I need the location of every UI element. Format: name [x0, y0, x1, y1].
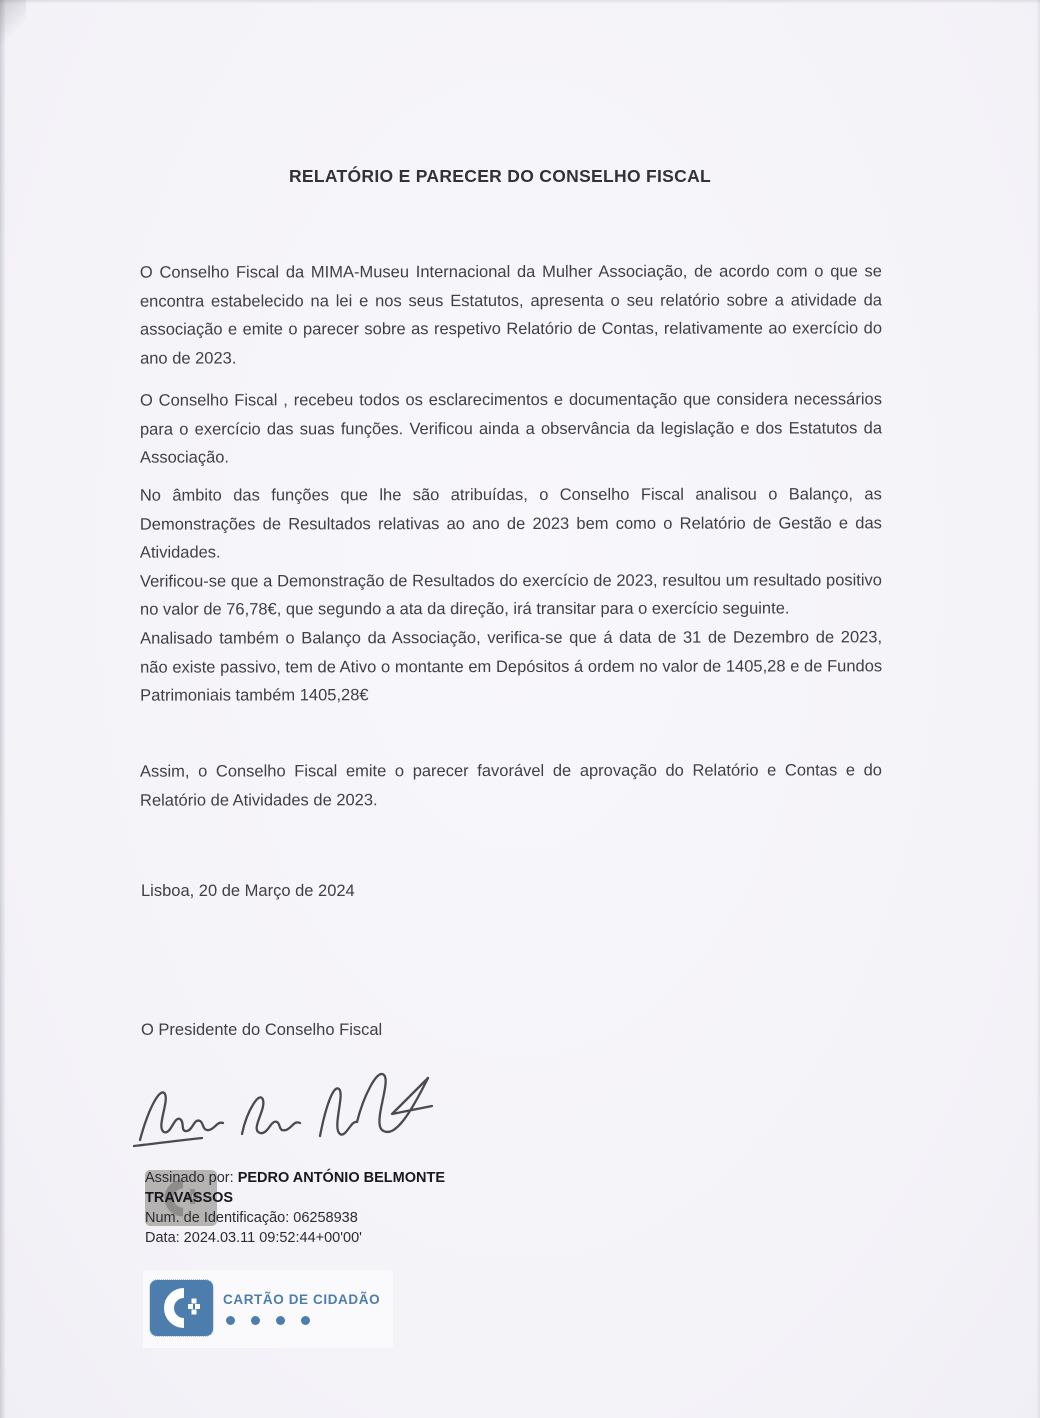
signed-by-name: PEDRO ANTÓNIO BELMONTE TRAVASSOS — [145, 1170, 446, 1206]
citizen-card-logo-icon — [150, 1280, 213, 1336]
paragraph-assets-liabilities: Analisado também o Balanço da Associação, verifica-se que á data de 31 de Dezembro de 2023, não existe passivo, tem de Ativo o montante em Depósitos á ordem no valor de 1405,28 e de Fundos Patrimoniais também 1405,28€ — [140, 628, 883, 705]
citizen-card-logo — [143, 1270, 393, 1348]
paragraph-favorable-opinion: Assim, o Conselho Fiscal emite o parecer favorável de aprovação do Relatório e Contas e do Relatório de Atividades de 2023. — [139, 761, 882, 810]
citizen-card-logo-label: CARTÃO DE CIDADÃO — [223, 1292, 381, 1307]
signatory-role-line: O Presidente do Conselho Fiscal — [141, 1021, 383, 1039]
paragraph-results-2023: Verificou-se que a Demonstração de Resultados do exercício de 2023, resultou um resultado positivo no valor de 76,78€, que segundo a ata da direção, irá transitar para o exercício seguinte. — [139, 571, 882, 620]
digital-signature-stamp — [145, 1168, 485, 1248]
place-date-line: Lisboa, 20 de Março de 2024 — [141, 882, 355, 900]
timestamp-line: Data: 2024.03.11 09:52:44+00'00' — [145, 1230, 362, 1246]
paragraph-balance-analysis: No âmbito das funções que lhe são atribuídas, o Conselho Fiscal analisou o Balanço, as Demonstrações de Resultados relativas ao ano de 2023 bem como o Relatório de Gestão e das Atividades. — [139, 485, 882, 562]
paragraph-analysis-block — [140, 480, 882, 710]
scan-corner-artifact — [0, 0, 26, 60]
id-number-line: Num. de Identificação: 06258938 — [145, 1210, 358, 1226]
citizen-card-logo-dots — [226, 1316, 310, 1325]
document-title: RELATÓRIO E PARECER DO CONSELHO FISCAL — [288, 166, 712, 186]
handwritten-signature — [130, 1048, 442, 1166]
paragraph-intro: O Conselho Fiscal da MIMA-Museu Internacional da Mulher Associação, de acordo com o que se encontra estabelecido na lei e nos seus Estatutos, apresenta o seu relatório sobre a atividade da associação e emite o parecer sobre as respetivo Relatório de Contas, relativamente ao exercício do ano de 2023. — [139, 262, 883, 368]
paragraph-clarifications: O Conselho Fiscal , recebeu todos os esclarecimentos e documentação que considera necessários para o exercício das suas funções. Verificou ainda a observância da legislação e dos Estatutos da Associação. — [139, 390, 883, 467]
signed-by-label: Assinado por: — [145, 1170, 234, 1186]
signed-by-line — [145, 1168, 485, 1208]
